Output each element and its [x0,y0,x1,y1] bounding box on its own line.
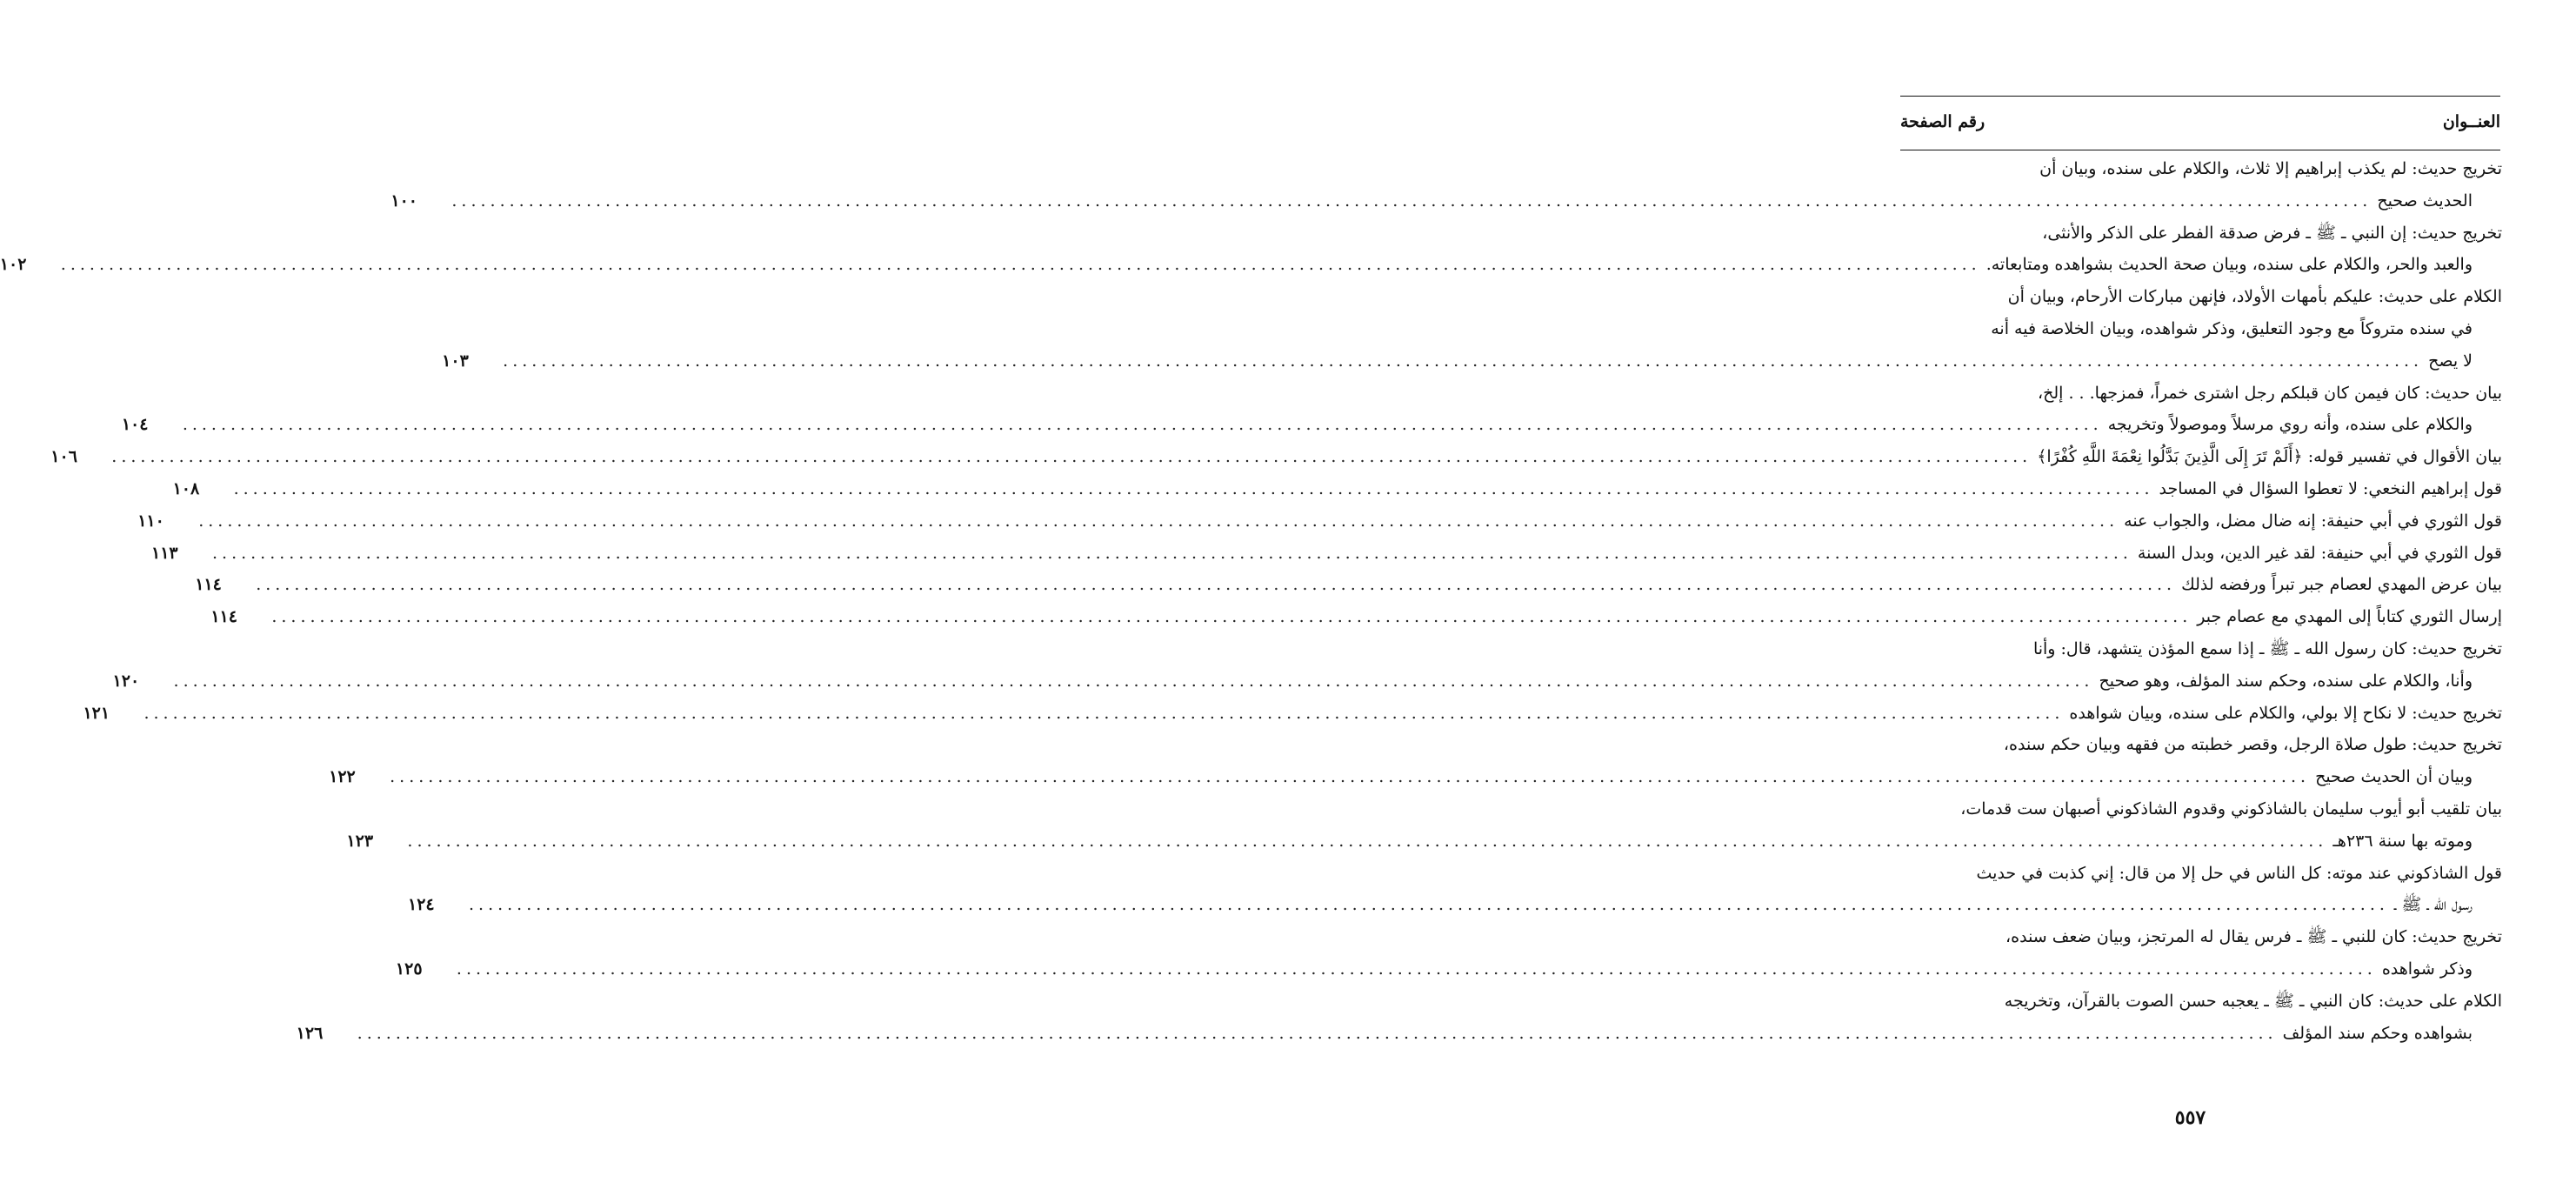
toc-entry-text: وبيان أن الحديث صحيح [2315,767,2473,787]
toc-entry-last-line [0,249,2502,281]
toc-entry [150,538,2502,570]
leader-dots: ........................................................................................................................................................................................................ [211,543,2132,563]
leader-dots: ........................................................................................................................................................................................................ [60,255,1981,275]
table-of-contents [0,153,2502,1049]
toc-page-number: ١١٤ [210,607,237,627]
toc-entry-last-line [296,1018,2502,1050]
toc-entry-line [1900,729,2502,761]
toc-entry-last-line [395,953,2502,986]
toc-entry-text: تخريج حديث: لا نكاح إلا بولي، والكلام على سنده، وبيان شواهده [2069,703,2502,723]
toc-entry-line [1900,921,2502,953]
toc-page-number: ١٢٥ [395,959,423,979]
toc-page-number: ١٢١ [83,703,110,723]
toc-page-number: ١٢٣ [346,831,374,851]
toc-entry-text: رسول الله ـ ﷺ ـ [2393,895,2473,915]
toc-entry-line [1900,281,2502,313]
toc-entry-text: الحديث صحيح [2377,190,2473,210]
toc-entry-last-line [112,665,2502,698]
toc-entry-line [1900,633,2502,665]
toc-page-number: ١٠٤ [121,415,149,435]
toc-entry-text: قول إبراهيم النخعي: لا تعطوا السؤال في المساجد [2159,478,2502,498]
toc-entry [407,858,2502,922]
top-rule [1900,96,2500,97]
toc-entry [50,441,2502,473]
toc-entry-text: بيان حديث: كان فيمن كان قبلكم رجل اشترى خمراً، فمزجها. . . إلخ، [2037,383,2502,403]
toc-entry [296,986,2502,1050]
toc-page-number: ١١٣ [150,543,178,563]
toc-entry-text: وأنا، والكلام على سنده، وحكم سند المؤلف، وهو صحيح [2099,671,2473,691]
toc-entry-last-line [50,441,2502,473]
toc-entry [137,505,2502,538]
toc-entry [172,473,2502,505]
toc-entry-last-line [121,409,2502,441]
toc-entry [83,698,2502,730]
leader-dots: ........................................................................................................................................................................................................ [390,767,2311,787]
toc-entry-last-line [390,185,2502,217]
toc-page-number: ١٢٢ [329,767,356,787]
toc-entry-text: وموته بها سنة ٢٣٦هـ [2332,831,2473,851]
toc-entry-text: الكلام على حديث: عليكم بأمهات الأولاد، فإنهن مباركات الأرحام، وبيان أن [2007,287,2502,307]
toc-entry-text: قول الثوري في أبي حنيفة: إنه ضال مضل، والجواب عنه [2124,511,2502,531]
leader-dots: ........................................................................................................................................................................................................ [111,447,2032,467]
leader-dots: ........................................................................................................................................................................................................ [357,1023,2278,1043]
toc-entry-line [1900,858,2502,890]
toc-entry-text: والكلام على سنده، وأنه روي مرسلاً وموصولاً وتخريجه [2107,415,2473,435]
toc-entry-last-line [172,473,2502,505]
toc-entry-line [1900,217,2502,250]
column-header-page: رقم الصفحة [1900,112,1985,131]
toc-entry-last-line [346,825,2502,858]
toc-entry-text: تخريج حديث: كان للنبي ـ ﷺ ـ فرس يقال له المرتجز، وبيان ضعف سنده، [2005,927,2502,947]
toc-entry-text: بيان الأقوال في تفسير قوله: ﴿أَلَمْ تَرَ إِلَى الَّذِينَ بَدَّلُوا نِعْمَةَ اللَّهِ كُفْرًا﴾ [2037,447,2502,467]
toc-entry [0,217,2502,282]
toc-page-number: ١٢٤ [407,895,435,915]
leader-dots: ........................................................................................................................................................................................................ [173,671,2094,691]
leader-dots: ........................................................................................................................................................................................................ [182,415,2103,435]
toc-page-number: ١١٤ [195,575,222,595]
toc-entry-text: إرسال الثوري كتاباً إلى المهدي مع عصام جبر [2197,607,2502,627]
toc-page-number: ١٠٣ [442,351,469,371]
toc-page-number: ١٢٠ [112,671,140,691]
leader-dots: ........................................................................................................................................................................................................ [407,831,2328,851]
toc-entry-text: تخريج حديث: لم يكذب إبراهيم إلا ثلاث، والكلام على سنده، وبيان أن [2039,159,2502,178]
toc-entry-text: قول الشاذكوني عند موته: كل الناس في حل إلا من قال: إني كذبت في حديث [1976,863,2502,883]
toc-entry-line [1900,313,2502,345]
leader-dots: ........................................................................................................................................................................................................ [468,895,2389,915]
toc-entry-text: الكلام على حديث: كان النبي ـ ﷺ ـ يعجبه حسن الصوت بالقرآن، وتخريجه [2004,991,2502,1011]
toc-entry-last-line [407,889,2502,921]
toc-entry [442,281,2502,377]
toc-page-number: ١٠٨ [172,478,200,498]
toc-entry-last-line [150,538,2502,570]
toc-entry-line [1900,793,2502,825]
leader-dots: ........................................................................................................................................................................................................ [256,575,2177,595]
toc-entry [112,633,2502,698]
leader-dots: ........................................................................................................................................................................................................ [233,478,2154,498]
toc-entry-text: تخريج حديث: طول صلاة الرجل، وقصر خطبته من فقهه وبيان حكم سنده، [2003,735,2502,755]
toc-page-number: ١٠٢ [0,255,27,275]
toc-entry [346,793,2502,858]
leader-dots: ........................................................................................................................................................................................................ [451,190,2372,210]
toc-entry-text: بشواهده وحكم سند المؤلف [2282,1023,2473,1043]
toc-entry [390,153,2502,217]
toc-page-number: ١٢٦ [296,1023,324,1043]
toc-entry-line [1900,153,2502,185]
toc-entry-line [1900,378,2502,410]
toc-entry-text: والعبد والحر، والكلام على سنده، وبيان صحة الحديث بشواهده ومتابعاته. [1985,255,2473,275]
column-header-title: العنــوان [2442,112,2500,131]
toc-entry [329,729,2502,793]
leader-dots: ........................................................................................................................................................................................................ [198,511,2119,531]
toc-entry-last-line [195,569,2502,601]
toc-entry-text: بيان عرض المهدي لعصام جبر تبراً ورفضه لذلك [2181,575,2502,595]
leader-dots: ........................................................................................................................................................................................................ [456,959,2377,979]
toc-entry-text: وذكر شواهده [2381,959,2473,979]
leader-dots: ........................................................................................................................................................................................................ [143,703,2065,723]
toc-entry-text: تخريج حديث: كان رسول الله ـ ﷺ ـ إذا سمع المؤذن يتشهد، قال: وأنا [2032,638,2502,658]
toc-entry-last-line [83,698,2502,730]
toc-entry [121,378,2502,442]
toc-entry [395,921,2502,986]
leader-dots: ........................................................................................................................................................................................................ [271,607,2192,627]
toc-entry [210,601,2502,633]
toc-entry-text: قول الثوري في أبي حنيفة: لقد غير الدين، وبدل السنة [2137,543,2502,563]
toc-entry-last-line [329,761,2502,793]
toc-entry-last-line [442,345,2502,378]
toc-entry-text: في سنده متروكاً مع وجود التعليق، وذكر شواهده، وبيان الخلاصة فيه أنه [1991,318,2473,338]
toc-entry-text: تخريج حديث: إن النبي ـ ﷺ ـ فرض صدقة الفطر على الذكر والأنثى، [2042,223,2502,243]
toc-entry-last-line [137,505,2502,538]
toc-page-number: ١٠٠ [390,190,418,210]
toc-entry [195,569,2502,601]
toc-entry-line [1900,986,2502,1018]
toc-page-number: ١٠٦ [50,447,77,467]
toc-entry-text: لا يصح [2428,351,2473,371]
leader-dots: ........................................................................................................................................................................................................ [503,351,2424,371]
page-number: ٥٥٧ [2174,1106,2206,1129]
toc-entry-last-line [210,601,2502,633]
toc-entry-text: بيان تلقيب أبو أيوب سليمان بالشاذكوني وقدوم الشاذكوني أصبهان ست قدمات، [1960,798,2502,818]
toc-page-number: ١١٠ [137,511,164,531]
